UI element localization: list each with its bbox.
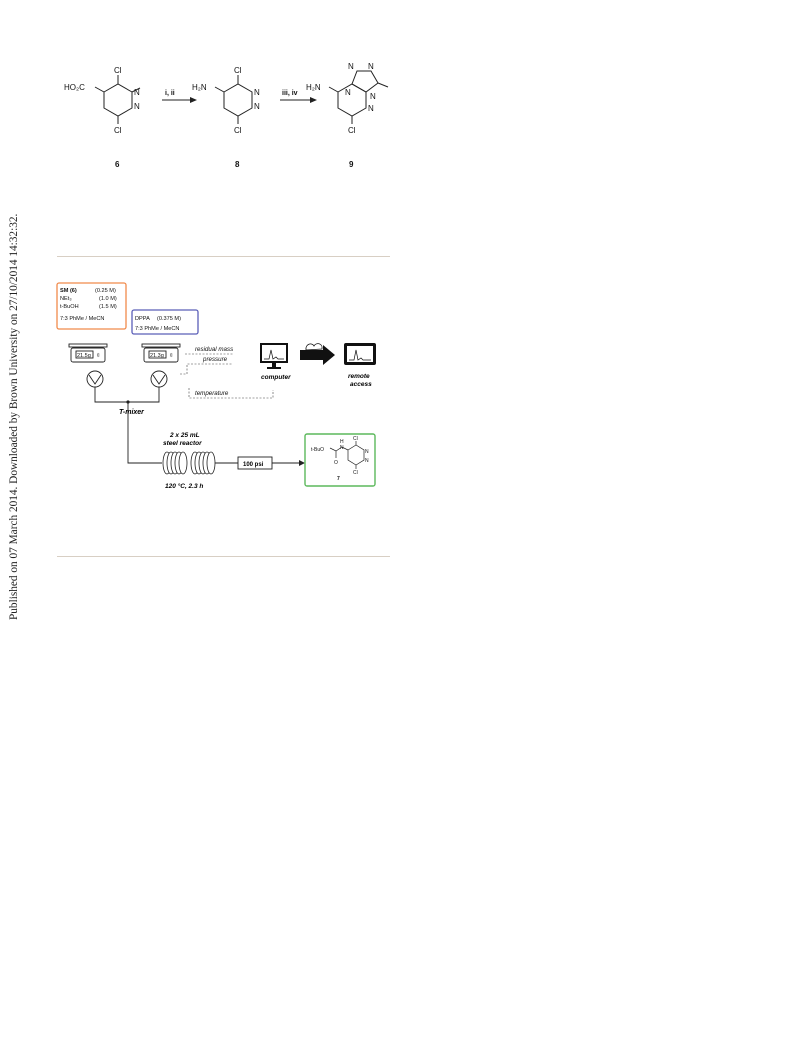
- c9-label: 9: [349, 160, 354, 169]
- c9-cl: Cl: [348, 126, 356, 135]
- ring-9: [338, 84, 366, 116]
- c9-amine: H₂N: [306, 83, 321, 92]
- box1-line1-name: SM (6): [60, 288, 77, 294]
- product-cl-bottom: Cl: [353, 470, 358, 476]
- step-2: iii, iv: [282, 90, 298, 97]
- bpr-label: 100 psi: [243, 462, 264, 468]
- c6-acid: HO₂C: [64, 83, 85, 92]
- c6-cl-bottom: Cl: [114, 126, 122, 135]
- product-n2: N: [365, 458, 369, 464]
- c9-n-d: N: [345, 88, 351, 97]
- divider-top: [57, 256, 390, 257]
- product-nh: N: [340, 445, 344, 451]
- box2-solvent: 7:3 PhMe / MeCN: [135, 326, 180, 332]
- reactor-conditions: 120 °C, 2.3 h: [165, 483, 204, 490]
- c9-n-a: N: [348, 62, 354, 71]
- computer-icon: [260, 343, 288, 369]
- c8-n2: N: [254, 102, 260, 111]
- flow-diagram: [55, 280, 390, 495]
- c9-n-b: N: [368, 62, 374, 71]
- product-o: O: [334, 460, 338, 466]
- c8-label: 8: [235, 160, 240, 169]
- c9-n-c: N: [370, 92, 376, 101]
- signal-temperature: temperature: [195, 390, 229, 397]
- product-n1: N: [365, 449, 369, 455]
- box1-line2-conc: (1.0 M): [99, 296, 117, 302]
- svg-text:⇳: ⇳: [169, 353, 174, 359]
- box2-line1-conc: (0.375 M): [157, 316, 181, 322]
- computer-label: computer: [261, 374, 291, 381]
- c6-n1: N: [134, 88, 140, 97]
- t-mixer-lines: [95, 387, 159, 402]
- tablet-icon: [344, 343, 376, 365]
- balance-1-reading: 21.5g: [77, 353, 91, 359]
- c8-cl-bottom: Cl: [234, 126, 242, 135]
- product-tbuo: t-BuO: [311, 447, 325, 453]
- c6-n2: N: [134, 102, 140, 111]
- reactor-line-2: steel reactor: [163, 440, 202, 447]
- side-note-text: Published on 07 March 2014. Downloaded by Brown University on 27/10/2014 14:32:32.: [8, 213, 20, 620]
- reactor-line-1: 2 x 25 mL: [170, 432, 200, 439]
- step-1: i, ii: [165, 90, 175, 97]
- svg-text:⇳: ⇳: [96, 353, 101, 359]
- product-h: H: [340, 439, 344, 445]
- c9-n-e: N: [368, 104, 374, 113]
- c6-cl-top: Cl: [114, 66, 122, 75]
- box1-line2-name: NEt₃: [60, 296, 72, 302]
- c8-cl-top: Cl: [234, 66, 242, 75]
- triazole-9: [352, 71, 378, 92]
- product-label: 7: [337, 476, 340, 482]
- ring-6: [104, 84, 132, 116]
- remote-label-2: access: [350, 381, 372, 388]
- balance-2-reading: 21.3g: [150, 353, 164, 359]
- box1-line1-conc: (0.25 M): [95, 288, 116, 294]
- remote-label-1: remote: [348, 373, 370, 380]
- signal-residual-mass: residual mass: [195, 346, 234, 353]
- steel-reactor: [163, 452, 215, 474]
- box1-solvent: 7:3 PhMe / MeCN: [60, 316, 105, 322]
- c8-amine: H₂N: [192, 83, 207, 92]
- box1-line3-name: t-BuOH: [60, 304, 79, 310]
- reaction-scheme: [40, 55, 400, 185]
- c8-n1: N: [254, 88, 260, 97]
- side-note: [4, 213, 26, 620]
- c6-label: 6: [115, 160, 120, 169]
- product-cl-top: Cl: [353, 436, 358, 442]
- divider-bottom: [57, 556, 390, 557]
- box1-line3-conc: (1.5 M): [99, 304, 117, 310]
- t-mixer-label: T-mixer: [119, 409, 144, 416]
- ring-8: [224, 84, 252, 116]
- signal-pressure: pressure: [203, 356, 228, 363]
- cloud-arrow-icon: [300, 344, 335, 365]
- box2-line1-name: DPPA: [135, 316, 150, 322]
